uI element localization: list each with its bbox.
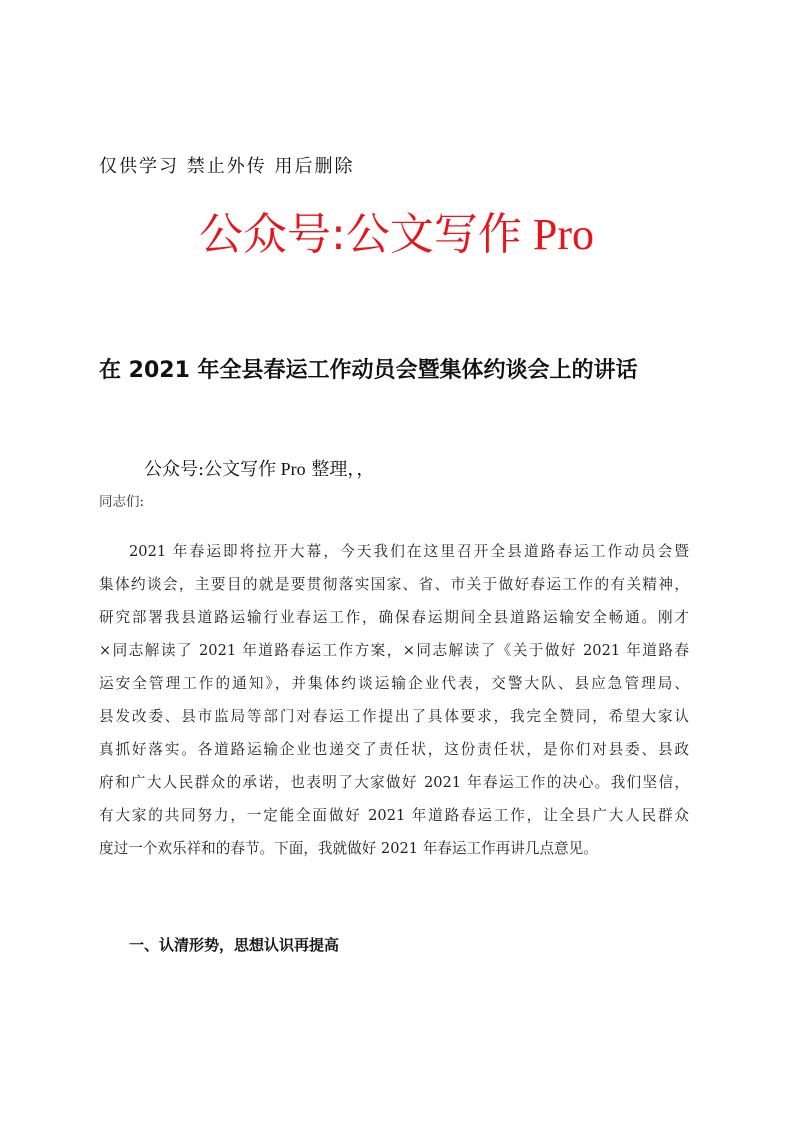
brand-title-cjk: 公众号:公文写作 bbox=[199, 209, 522, 260]
compiled-by-line bbox=[144, 455, 374, 481]
paragraph-line: 有大家的共同努力，一定能全面做好 2021 年道路春运工作，让全县广大人民群众 bbox=[99, 807, 689, 824]
compiled-by-cjk: 公众号:公文写作 bbox=[144, 459, 277, 480]
paragraph-line: 真抓好落实。各道路运输企业也递交了责任状，这份责任状，是你们对县委、县政 bbox=[99, 741, 689, 758]
compiled-by-latin: Pro bbox=[276, 459, 306, 479]
paragraph-line: 县发改委、县市监局等部门对春运工作提出了具体要求，我完全赞同，希望大家认 bbox=[99, 708, 689, 725]
paragraph-line: 2021 年春运即将拉开大幕，今天我们在这里召开全县道路春运工作动员会暨 bbox=[129, 543, 689, 560]
paragraph-line: 度过一个欢乐祥和的春节。下面，我就做好 2021 年春运工作再讲几点意见。 bbox=[99, 840, 598, 857]
paragraph-line: 研究部署我县道路运输行业春运工作，确保春运期间全县道路运输安全畅通。刚才 bbox=[99, 609, 689, 626]
brand-title bbox=[0, 198, 793, 262]
paragraph-line: 府和广大人民群众的承诺，也表明了大家做好 2021 年春运工作的决心。我们坚信， bbox=[99, 774, 689, 791]
notice-text: 仅供学习 禁止外传 用后删除 bbox=[99, 156, 355, 177]
paragraph-line: 运安全管理工作的通知》，并集体约谈运输企业代表，交警大队、县应急管理局、 bbox=[99, 675, 689, 692]
paragraph-line: 集体约谈会，主要目的就是要贯彻落实国家、省、市关于做好春运工作的有关精神， bbox=[99, 576, 689, 593]
compiled-by-suffix: 整理，， bbox=[305, 459, 375, 480]
salutation: 同志们: bbox=[99, 494, 145, 510]
document-title: 在 2021 年全县春运工作动员会暨集体约谈会上的讲话 bbox=[99, 358, 638, 383]
brand-title-latin: Pro bbox=[521, 210, 594, 259]
body-paragraph bbox=[99, 535, 689, 865]
section-heading: 一、认清形势，思想认识再提高 bbox=[129, 936, 340, 954]
paragraph-line: ×同志解读了 2021 年道路春运工作方案，×同志解读了《关于做好 2021 年道路春 bbox=[99, 642, 689, 659]
